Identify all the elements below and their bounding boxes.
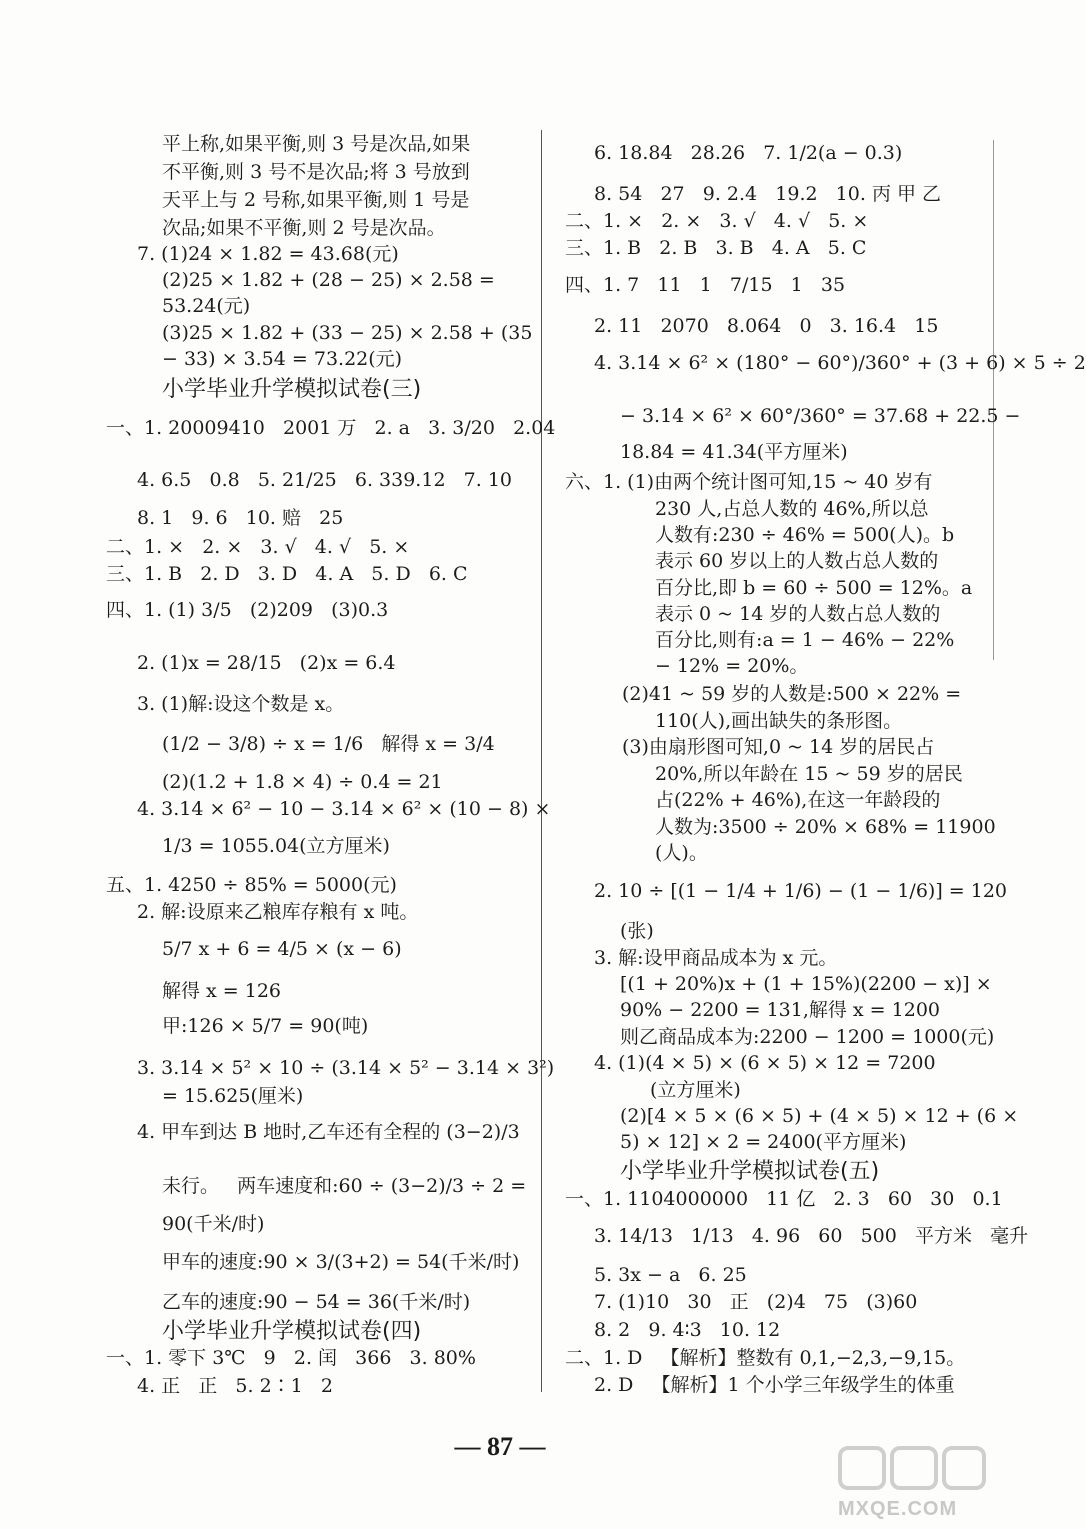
- answer-line: (立方厘米): [650, 1079, 741, 1101]
- answer-line: 二、1. × 2. × 3. √ 4. √ 5. ×: [565, 210, 869, 232]
- answer-line: 甲车的速度:90 × 3/(3+2) = 54(千米/时): [162, 1251, 520, 1273]
- answer-line: 表示 60 岁以上的人数占总人数的: [655, 550, 939, 572]
- answer-line: 3. (1)解:设这个数是 x。: [137, 693, 345, 715]
- answer-line: (人)。: [655, 842, 708, 864]
- answer-line: 表示 0 ~ 14 岁的人数占总人数的: [655, 603, 941, 625]
- answer-line: 一、1. 零下 3℃ 9 2. 闰 366 3. 80%: [106, 1347, 476, 1369]
- answer-line: (2)(1.2 + 1.8 × 4) ÷ 0.4 = 21: [162, 771, 443, 793]
- answer-line: 90% − 2200 = 131,解得 x = 1200: [620, 999, 940, 1021]
- answer-line: 百分比,则有:a = 1 − 46% − 22%: [655, 629, 955, 651]
- answer-line: 3. 14/13 1/13 4. 96 60 500 平方米 毫升: [594, 1225, 1029, 1247]
- answer-line: 六、1. (1)由两个统计图可知,15 ~ 40 岁有: [565, 471, 933, 493]
- answer-line: 5. 3x − a 6. 25: [594, 1264, 747, 1286]
- answer-line: 3. 3.14 × 5² × 10 ÷ (3.14 × 5² − 3.14 × 3²): [137, 1057, 555, 1079]
- column-divider: [541, 130, 542, 1392]
- answer-line: 4. 正 正 5. 2∶1 2: [137, 1375, 333, 1397]
- answer-line: 天平上与 2 号称,如果平衡,则 1 号是: [162, 189, 470, 211]
- answer-line: 占(22% + 46%),在这一年龄段的: [655, 789, 941, 811]
- answer-line: 7. (1)10 30 正 (2)4 75 (3)60: [594, 1291, 918, 1313]
- answer-line: − 3.14 × 6² × 60°/360° = 37.68 + 22.5 −: [620, 405, 1021, 427]
- answer-line: = 15.625(厘米): [162, 1085, 304, 1107]
- answer-line: 二、1. D 【解析】整数有 0,1,−2,3,−9,15。: [565, 1347, 966, 1369]
- answer-line: 甲:126 × 5/7 = 90(吨): [162, 1015, 369, 1037]
- answer-line: 五、1. 4250 ÷ 85% = 5000(元): [106, 874, 397, 896]
- answer-line: 一、1. 1104000000 11 亿 2. 3 60 30 0.1: [565, 1188, 1003, 1210]
- answer-line: 2. D 【解析】1 个小学三年级学生的体重: [594, 1374, 955, 1396]
- answer-line: 3. 解:设甲商品成本为 x 元。: [594, 947, 838, 969]
- answer-line: 2. 解:设原来乙粮库存粮有 x 吨。: [137, 901, 419, 923]
- page-edge: [993, 140, 1000, 660]
- answer-line: 8. 2 9. 4∶3 10. 12: [594, 1319, 781, 1341]
- answer-line: 未行。 两车速度和:60 ÷ (3−2)/3 ÷ 2 =: [162, 1175, 527, 1197]
- answer-line: 1/3 = 1055.04(立方厘米): [162, 835, 390, 857]
- answer-line: − 12% = 20%。: [655, 655, 809, 677]
- answer-line: (2)25 × 1.82 + (28 − 25) × 2.58 =: [162, 269, 495, 291]
- answer-line: 18.84 = 41.34(平方厘米): [620, 441, 848, 463]
- section-heading: 小学毕业升学模拟试卷(五): [620, 1159, 880, 1184]
- answer-line: 53.24(元): [162, 295, 251, 317]
- section-heading: 小学毕业升学模拟试卷(四): [162, 1319, 422, 1344]
- answer-line: 110(人),画出缺失的条形图。: [655, 710, 903, 732]
- section-heading: 小学毕业升学模拟试卷(三): [162, 377, 422, 402]
- answer-line: 四、1. 7 11 1 7/15 1 35: [565, 274, 846, 296]
- answer-line: 二、1. × 2. × 3. √ 4. √ 5. ×: [106, 536, 410, 558]
- answer-line: (张): [620, 920, 654, 942]
- answer-line: 4. (1)(4 × 5) × (6 × 5) × 12 = 7200: [594, 1052, 936, 1074]
- answer-line: 4. 6.5 0.8 5. 21/25 6. 339.12 7. 10: [137, 469, 512, 491]
- answer-line: (1/2 − 3/8) ÷ x = 1/6 解得 x = 3/4: [162, 733, 495, 755]
- answer-line: 乙车的速度:90 − 54 = 36(千米/时): [162, 1291, 471, 1313]
- answer-line: 4. 甲车到达 B 地时,乙车还有全程的 (3−2)/3: [137, 1121, 520, 1143]
- answer-line: (3)25 × 1.82 + (33 − 25) × 2.58 + (35: [162, 322, 533, 344]
- answer-line: 7. (1)24 × 1.82 = 43.68(元): [137, 243, 399, 265]
- answer-line: 三、1. B 2. D 3. D 4. A 5. D 6. C: [106, 563, 468, 585]
- answer-line: 解得 x = 126: [162, 980, 282, 1002]
- answer-line: 平上称,如果平衡,则 3 号是次品,如果: [162, 133, 471, 155]
- page-number: — 87 —: [454, 1432, 546, 1461]
- answer-line: 2. (1)x = 28/15 (2)x = 6.4: [137, 652, 396, 674]
- answer-line: 8. 1 9. 6 10. 赔 25: [137, 507, 344, 529]
- answer-line: 一、1. 20009410 2001 万 2. a 3. 3/20 2.04: [106, 417, 556, 439]
- answer-line: 5) × 12] × 2 = 2400(平方厘米): [620, 1131, 907, 1153]
- answer-line: 2. 11 2070 8.064 0 3. 16.4 15: [594, 315, 939, 337]
- answer-line: [(1 + 20%)x + (1 + 15%)(2200 − x)] ×: [620, 973, 992, 995]
- answer-line: − 33) × 3.54 = 73.22(元): [162, 348, 403, 370]
- answer-line: 5/7 x + 6 = 4/5 × (x − 6): [162, 938, 402, 960]
- answer-line: 90(千米/时): [162, 1213, 265, 1235]
- answer-line: 4. 3.14 × 6² × (180° − 60°)/360° + (3 + 6) × 5 ÷ 2: [594, 352, 1086, 374]
- watermark-text: MXQE.COM: [838, 1498, 958, 1520]
- answer-line: 次品;如果不平衡,则 2 号是次品。: [162, 217, 446, 239]
- answer-line: 2. 10 ÷ [(1 − 1/4 + 1/6) − (1 − 1/6)] = 120: [594, 880, 1007, 902]
- answer-line: (3)由扇形图可知,0 ~ 14 岁的居民占: [622, 736, 935, 758]
- answer-line: 人数有:230 ÷ 46% = 500(人)。b: [655, 524, 955, 546]
- answer-line: 4. 3.14 × 6² − 10 − 3.14 × 6² × (10 − 8) ×: [137, 798, 551, 820]
- answer-line: 6. 18.84 28.26 7. 1/2(a − 0.3): [594, 142, 903, 164]
- answer-line: (2)41 ~ 59 岁的人数是:500 × 22% =: [622, 683, 962, 705]
- answer-line: 三、1. B 2. B 3. B 4. A 5. C: [565, 237, 867, 259]
- answer-line: 百分比,即 b = 60 ÷ 500 = 12%。a: [655, 577, 973, 599]
- answer-line: 20%,所以年龄在 15 ~ 59 岁的居民: [655, 763, 963, 785]
- answer-line: 不平衡,则 3 号不是次品;将 3 号放到: [162, 161, 470, 183]
- answer-line: 则乙商品成本为:2200 − 1200 = 1000(元): [620, 1026, 995, 1048]
- answer-line: (2)[4 × 5 × (6 × 5) + (4 × 5) × 12 + (6 ×: [620, 1105, 1019, 1127]
- answer-line: 人数为:3500 ÷ 20% × 68% = 11900: [655, 816, 996, 838]
- answer-line: 8. 54 27 9. 2.4 19.2 10. 丙 甲 乙: [594, 183, 942, 205]
- answer-line: 230 人,占总人数的 46%,所以总: [655, 498, 929, 520]
- answer-line: 四、1. (1) 3/5 (2)209 (3)0.3: [106, 599, 389, 621]
